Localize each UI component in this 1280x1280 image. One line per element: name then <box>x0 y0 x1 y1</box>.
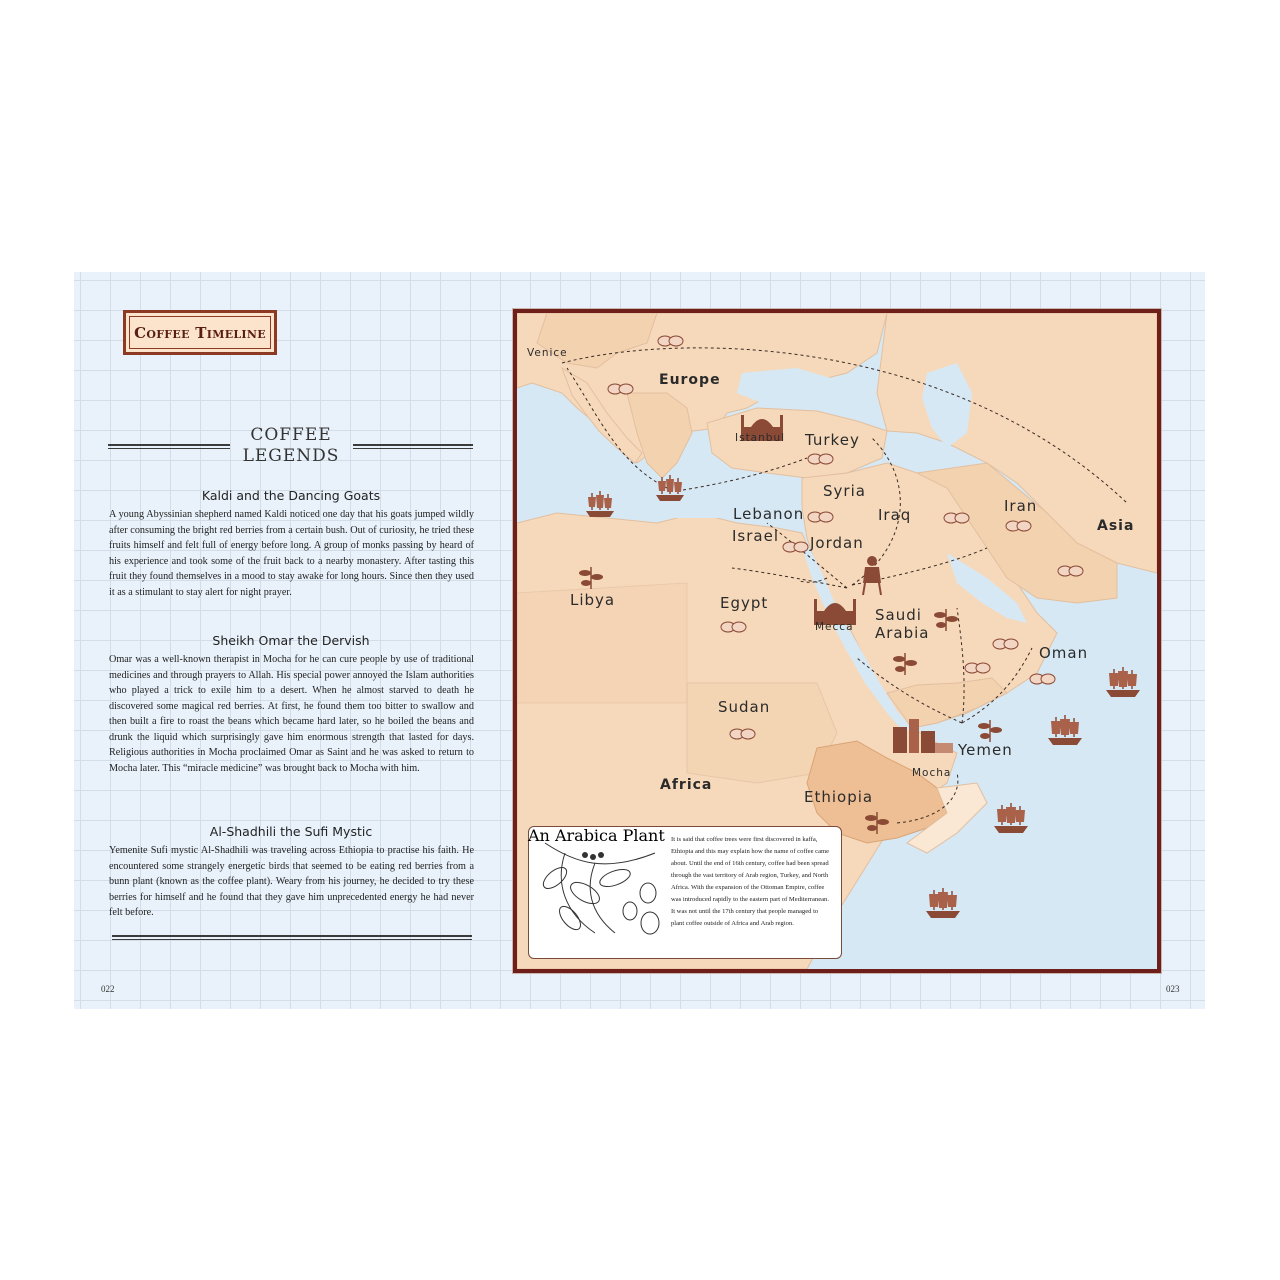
header-rule-right <box>353 444 473 449</box>
coffee-bean-icon <box>964 660 992 676</box>
coffee-bean-icon <box>943 510 971 526</box>
sailing-ship-icon <box>1103 665 1143 699</box>
story-body: Yemenite Sufi mystic Al-Shadhili was traveling across Ethiopia to practise his faith. He encountered some strangely energetic birds that seemed to be eating red berries from a bunn plant (known as the coffee plant). Weary from his journey, he decided to try these berries for himself and he found that they gave him unprecedented energy he had never felt before. <box>109 845 474 918</box>
sailing-ship-icon <box>1045 713 1085 747</box>
label-lebanon: Lebanon <box>733 505 805 523</box>
sailing-ship-icon <box>991 801 1031 835</box>
coffee-plant-icon <box>976 716 1004 744</box>
label-jordan: Jordan <box>810 534 864 552</box>
inset-caption: An Arabica Plant <box>528 826 665 845</box>
label-yemen: Yemen <box>958 741 1013 759</box>
camel-rider-icon <box>857 553 887 597</box>
label-ethiopia: Ethiopia <box>804 788 874 806</box>
label-istanbul: Istanbul <box>735 432 786 444</box>
coffee-plant-icon <box>577 563 605 591</box>
sailing-ship-icon <box>583 489 617 519</box>
section-title-line1: COFFEE <box>250 425 332 445</box>
mocha-town-icon <box>889 713 955 759</box>
coffee-timeline-badge <box>123 310 277 355</box>
label-africa: Africa <box>660 777 713 793</box>
badge-label: Coffee Timeline <box>134 323 266 342</box>
page-number-right: 023 <box>1166 984 1180 994</box>
label-mecca: Mecca <box>815 621 854 633</box>
label-libya: Libya <box>570 591 616 609</box>
label-turkey: Turkey <box>805 431 860 449</box>
label-venice: Venice <box>527 347 568 359</box>
story-title: Sheikh Omar the Dervish <box>212 633 370 648</box>
label-sudan: Sudan <box>718 698 771 716</box>
coffee-bean-icon <box>1057 563 1085 579</box>
story-body: A young Abyssinian shepherd named Kaldi noticed one day that his goats jumped wildly after consuming the bright red berries from a certain bush. Out of curiosity, he tried these fruits himself and felt full of energy before long. A group of monks passing by heard of his experience and took some of the fruit back to a nearby monastery. After tasting this fruit they found themselves in a mood to stay awake for long hours. Since then they used it as a stimulant to stay alert for night prayer. <box>109 509 474 598</box>
coffee-bean-icon <box>729 726 757 742</box>
coffee-bean-icon <box>1005 518 1033 534</box>
label-europe: Europe <box>659 372 721 388</box>
label-israel: Israel <box>732 527 779 545</box>
story-body: Omar was a well-known therapist in Mocha for he can cure people by use of traditional medicines and through prayers to Allah. His special power annoyed the Islam authorities who played a trick to exile him to a desert. When he almost starved to death he discovered some magical red berries. At first, he found them too bitter to swallow and then built a fire to roast the beans which became hard later, so he boiled the beans and drunk the liquid which surprisingly gave him enormous strength that lasted for days. Religious authorities in Mocha proclaimed Omar as Saint and he was asked to return to Mocha later. This “miracle medicine” was brought back to Mocha with him. <box>109 654 474 774</box>
section-title-line2: LEGENDS <box>242 446 340 466</box>
label-saudi-arabia-line1: Saudi <box>875 606 922 624</box>
coffee-bean-icon <box>607 381 635 397</box>
section-header <box>108 424 473 468</box>
arabica-plant-illustration <box>535 833 665 943</box>
turkey-landmass <box>707 408 887 478</box>
coffee-plant-icon <box>863 808 891 836</box>
coffee-bean-icon <box>807 451 835 467</box>
coffee-plant-icon <box>891 649 919 677</box>
story-title: Kaldi and the Dancing Goats <box>201 488 381 503</box>
coffee-bean-icon <box>782 539 810 555</box>
coffee-bean-icon <box>807 509 835 525</box>
bottom-rule <box>112 935 472 940</box>
sailing-ship-icon <box>653 473 687 503</box>
coffee-bean-icon <box>1029 671 1057 687</box>
label-saudi-arabia-line2: Arabia <box>875 624 930 642</box>
label-syria: Syria <box>823 482 866 500</box>
label-mocha: Mocha <box>912 767 952 779</box>
sailing-ship-icon <box>923 886 963 920</box>
label-iraq: Iraq <box>878 506 912 524</box>
inset-text: It is said that coffee trees were first discovered in kaffa, Ethiopia and this may explain how the name of coffee came about. Until the end of 16th century, coffee had been spread through the vast territory of Arab region, Turkey, and North Africa. With the expansion of the Ottoman Empire, coffee was introduced rapidly to the eastern part of Mediterranean. It was not until the 17th century that people managed to plant coffee outside of Africa and Arab region. <box>671 836 830 927</box>
coffee-bean-icon <box>992 636 1020 652</box>
story-title: Al-Shadhili the Sufi Mystic <box>209 824 373 839</box>
coffee-plant-icon <box>932 605 960 633</box>
label-iran: Iran <box>1004 497 1038 515</box>
header-rule-left <box>108 444 230 449</box>
coffee-bean-icon <box>657 333 685 349</box>
coffee-bean-icon <box>720 619 748 635</box>
label-egypt: Egypt <box>720 594 769 612</box>
label-oman: Oman <box>1039 644 1089 662</box>
page-number-left: 022 <box>101 984 115 994</box>
label-asia: Asia <box>1097 518 1135 534</box>
